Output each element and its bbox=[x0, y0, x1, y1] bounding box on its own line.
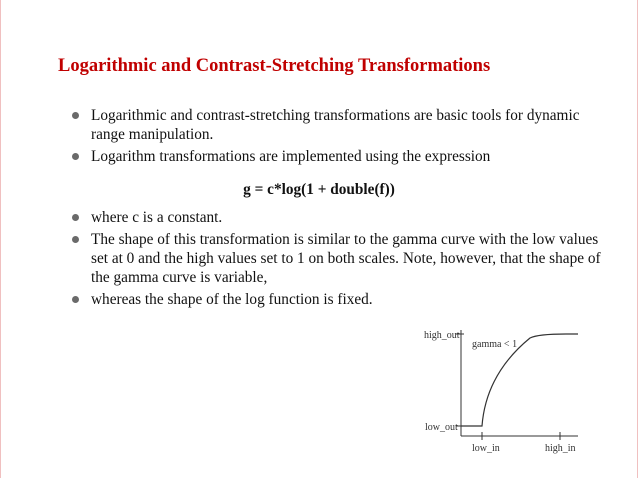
bullet-dot-icon bbox=[72, 296, 79, 303]
y-low-label: low_out bbox=[425, 422, 458, 433]
bullet-text: Logarithm transformations are implemented using the expression bbox=[91, 148, 491, 165]
curve-label: gamma < 1 bbox=[472, 339, 518, 350]
bullet-item bbox=[72, 230, 612, 287]
slide-title: Logarithmic and Contrast-Stretching Transformations bbox=[58, 56, 491, 76]
log-transform-graph bbox=[420, 324, 590, 461]
bullet-text: where c is a constant. bbox=[91, 209, 223, 226]
graph-svg bbox=[420, 324, 590, 456]
bullet-dot-icon bbox=[72, 214, 79, 221]
bullet-text: Logarithmic and contrast-stretching transformations are basic tools for dynamic range manipulation. bbox=[91, 107, 580, 143]
bullet-item bbox=[72, 290, 612, 309]
bullet-list-top bbox=[72, 106, 612, 169]
bullet-text: The shape of this transformation is similar to the gamma curve with the low values set at 0 and the high values set to 1 on both scales. Note, however, that the shape of the gamma curve is variable, bbox=[91, 231, 601, 286]
bullet-text: whereas the shape of the log function is fixed. bbox=[91, 291, 373, 308]
x-high-label: high_in bbox=[545, 443, 576, 454]
bullet-dot-icon bbox=[72, 153, 79, 160]
bullet-item bbox=[72, 147, 612, 166]
bullet-item bbox=[72, 208, 612, 227]
x-low-label: low_in bbox=[472, 443, 500, 454]
bullet-dot-icon bbox=[72, 112, 79, 119]
y-high-label: high_out bbox=[424, 330, 460, 341]
formula: g = c*log(1 + double(f)) bbox=[243, 181, 395, 198]
bullet-list-bottom bbox=[72, 208, 612, 312]
slide-border-left bbox=[0, 0, 1, 478]
bullet-item bbox=[72, 106, 612, 144]
bullet-dot-icon bbox=[72, 236, 79, 243]
